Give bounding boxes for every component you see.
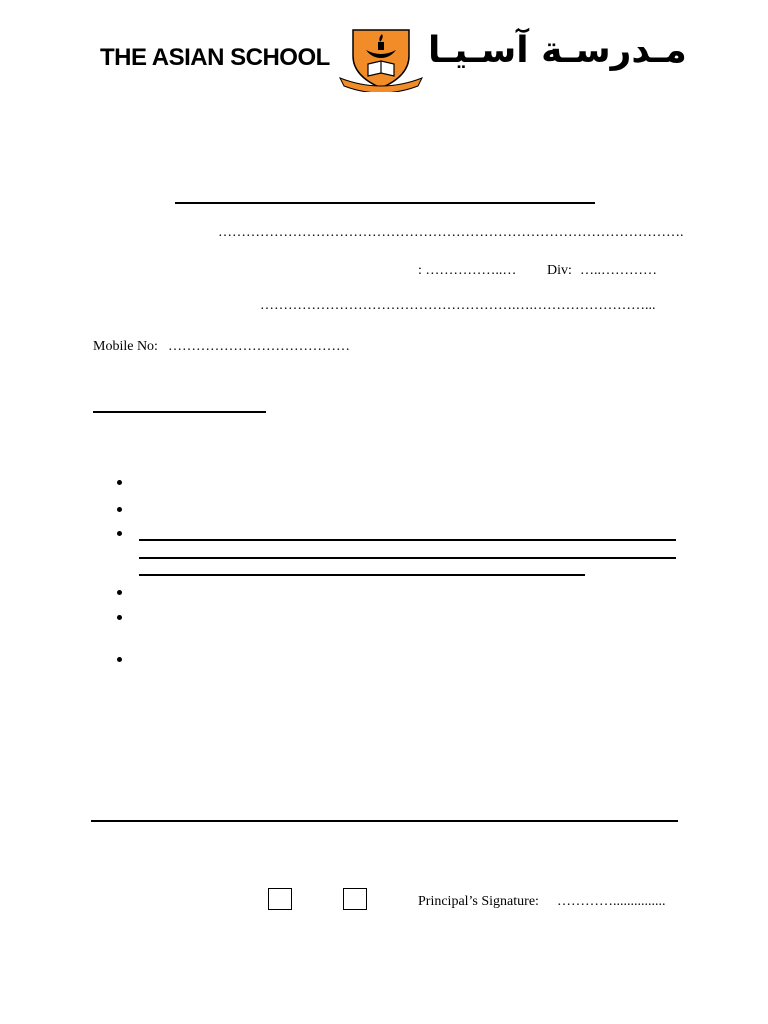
school-name-english: THE ASIAN SCHOOL: [100, 44, 330, 71]
div-field-dots[interactable]: …..…………: [580, 263, 657, 278]
school-logo: [338, 28, 424, 92]
section-separator: [91, 820, 678, 822]
checkbox-1[interactable]: [268, 888, 292, 910]
principal-signature-label: Principal’s Signature:: [418, 894, 539, 909]
list-bullet: [117, 507, 122, 512]
field-1-dots[interactable]: ……………………………………………………………………………………….: [218, 225, 684, 240]
principal-signature-dots[interactable]: …………...............: [557, 894, 666, 909]
mobile-field-dots[interactable]: …………………………………: [168, 339, 350, 354]
checkbox-2[interactable]: [343, 888, 367, 910]
list-bullet: [117, 657, 122, 662]
form-title-underline: [175, 202, 595, 204]
list-bullet: [117, 531, 122, 536]
answer-line[interactable]: [139, 557, 676, 559]
field-3-dots[interactable]: ……………………………………………….….……………………...: [260, 298, 656, 313]
school-name-arabic: مـدرسـة آسـيـا: [428, 30, 687, 71]
list-bullet: [117, 615, 122, 620]
mobile-label: Mobile No:: [93, 339, 158, 354]
class-field-dots[interactable]: : ……………..…: [418, 263, 517, 278]
answer-line[interactable]: [139, 539, 676, 541]
list-bullet: [117, 480, 122, 485]
section-heading-underline: [93, 411, 266, 413]
list-bullet: [117, 590, 122, 595]
answer-line[interactable]: [139, 574, 585, 576]
div-label: Div:: [547, 263, 572, 278]
